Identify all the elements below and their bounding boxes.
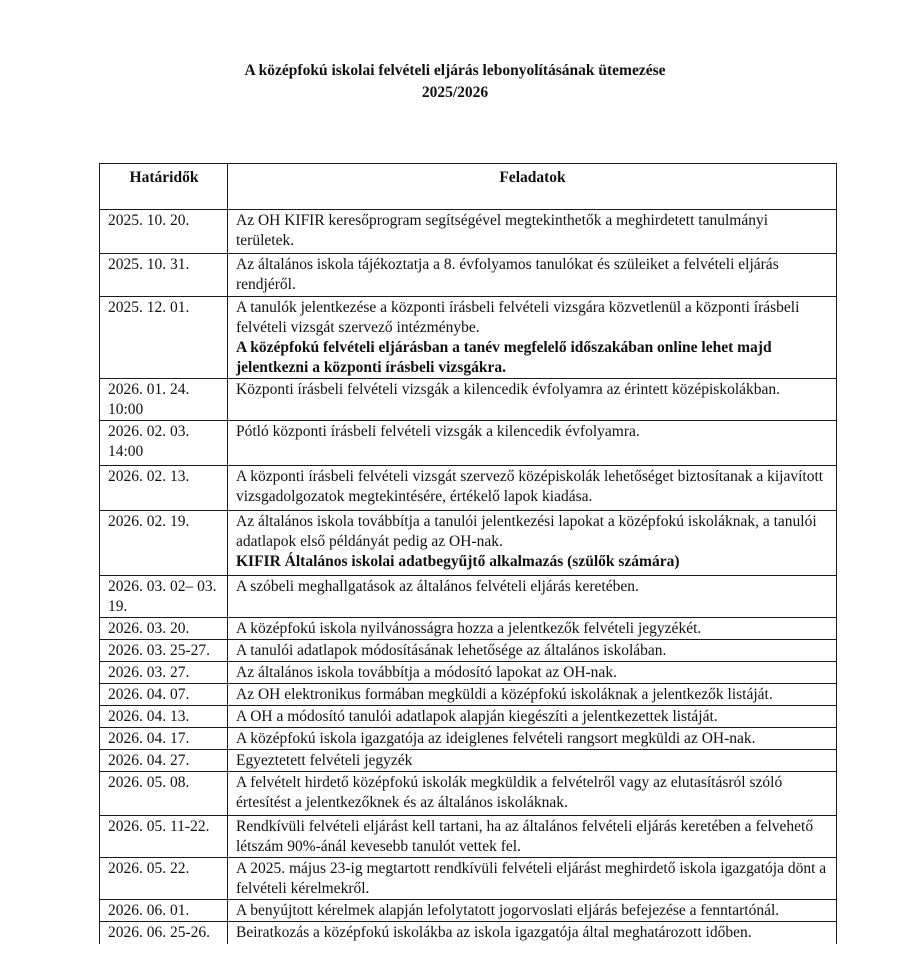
task-text: A szóbeli meghallgatások az általános felvételi eljárás keretében. bbox=[236, 578, 639, 595]
document-title-block bbox=[0, 60, 910, 104]
task-cell bbox=[228, 640, 837, 662]
deadline-cell: 2026. 04. 13. bbox=[100, 706, 228, 728]
task-text: A tanulók jelentkezése a központi írásbeli felvételi vizsgára közvetlenül a központi írásbeli felvételi vizsgát szervező intézménybe. bbox=[236, 299, 800, 336]
table-row bbox=[100, 640, 837, 662]
task-text: Az OH KIFIR keresőprogram segítségével megtekinthetők a meghirdetett tanulmányi területek. bbox=[236, 212, 769, 249]
deadline-cell: 2026. 02. 03. 14:00 bbox=[100, 421, 228, 466]
schedule-table bbox=[99, 163, 837, 944]
task-cell bbox=[228, 210, 837, 254]
header-deadlines: Határidők bbox=[100, 164, 228, 210]
document-title: A középfokú iskolai felvételi eljárás lebonyolításának ütemezése bbox=[244, 62, 666, 79]
task-text: Egyeztetett felvételi jegyzék bbox=[236, 752, 413, 769]
document-subtitle: 2025/2026 bbox=[421, 84, 489, 101]
table-row bbox=[100, 728, 837, 750]
deadline-cell: 2025. 10. 31. bbox=[100, 254, 228, 297]
table-row bbox=[100, 618, 837, 640]
task-text: A benyújtott kérelmek alapján lefolytatott jogorvoslati eljárás befejezése a fenntartónál. bbox=[236, 902, 780, 919]
task-text: Központi írásbeli felvételi vizsgák a kilencedik évfolyamra az érintett középiskolákban. bbox=[236, 381, 781, 398]
table-row bbox=[100, 900, 837, 922]
task-cell bbox=[228, 379, 837, 421]
deadline-cell: 2026. 06. 25-26. bbox=[100, 922, 228, 944]
table-body bbox=[100, 210, 837, 944]
task-note-bold: A középfokú felvételi eljárásban a tanév megfelelő időszakában online lehet majd jelentkezni a központi írásbeli vizsgákra. bbox=[236, 339, 772, 376]
task-text: A 2025. május 23-ig megtartott rendkívüli felvételi eljárást meghirdető iskola igazgatója dönt a felvételi kérelmekről. bbox=[236, 860, 827, 897]
task-cell bbox=[228, 922, 837, 944]
task-cell bbox=[228, 466, 837, 511]
task-note-bold: KIFIR Általános iskolai adatbegyűjtő alkalmazás (szülők számára) bbox=[236, 553, 680, 570]
task-text: Az általános iskola továbbítja a módosító lapokat az OH-nak. bbox=[236, 664, 617, 681]
table-row bbox=[100, 466, 837, 511]
task-cell bbox=[228, 254, 837, 297]
header-tasks: Feladatok bbox=[228, 164, 837, 210]
task-cell bbox=[228, 858, 837, 900]
task-cell bbox=[228, 728, 837, 750]
task-text: A középfokú iskola igazgatója az ideiglenes felvételi rangsort megküldi az OH-nak. bbox=[236, 730, 756, 747]
table-row bbox=[100, 706, 837, 728]
task-cell bbox=[228, 421, 837, 466]
table-row bbox=[100, 210, 837, 254]
deadline-cell: 2026. 03. 25-27. bbox=[100, 640, 228, 662]
deadline-cell: 2025. 12. 01. bbox=[100, 297, 228, 379]
deadline-cell: 2026. 06. 01. bbox=[100, 900, 228, 922]
task-text: Pótló központi írásbeli felvételi vizsgák a kilencedik évfolyamra. bbox=[236, 423, 640, 440]
task-cell bbox=[228, 684, 837, 706]
table-row bbox=[100, 772, 837, 816]
table-row bbox=[100, 750, 837, 772]
task-cell bbox=[228, 662, 837, 684]
task-cell bbox=[228, 706, 837, 728]
deadline-cell: 2026. 03. 20. bbox=[100, 618, 228, 640]
deadline-cell: 2026. 04. 07. bbox=[100, 684, 228, 706]
table-row bbox=[100, 511, 837, 576]
table-row bbox=[100, 379, 837, 421]
table-row bbox=[100, 922, 837, 944]
task-text: A középfokú iskola nyilvánosságra hozza a jelentkezők felvételi jegyzékét. bbox=[236, 620, 702, 637]
task-text: Beiratkozás a középfokú iskolákba az iskola igazgatója által meghatározott időben. bbox=[236, 924, 752, 941]
task-cell bbox=[228, 618, 837, 640]
task-text: A OH a módosító tanulói adatlapok alapján kiegészíti a jelentkezettek listáját. bbox=[236, 708, 718, 725]
deadline-cell: 2026. 05. 11-22. bbox=[100, 816, 228, 858]
task-cell bbox=[228, 576, 837, 618]
table-row bbox=[100, 576, 837, 618]
table-row bbox=[100, 421, 837, 466]
deadline-cell: 2026. 04. 17. bbox=[100, 728, 228, 750]
table-header-row bbox=[100, 164, 837, 210]
task-cell bbox=[228, 511, 837, 576]
deadline-cell: 2026. 05. 08. bbox=[100, 772, 228, 816]
task-cell bbox=[228, 900, 837, 922]
deadline-cell: 2026. 03. 02– 03. 19. bbox=[100, 576, 228, 618]
deadline-cell: 2026. 03. 27. bbox=[100, 662, 228, 684]
table-row bbox=[100, 297, 837, 379]
deadline-cell: 2026. 05. 22. bbox=[100, 858, 228, 900]
task-cell bbox=[228, 816, 837, 858]
deadline-cell: 2026. 02. 13. bbox=[100, 466, 228, 511]
deadline-cell: 2026. 04. 27. bbox=[100, 750, 228, 772]
deadline-cell: 2026. 01. 24. 10:00 bbox=[100, 379, 228, 421]
task-text: A felvételt hirdető középfokú iskolák megküldik a felvételről vagy az elutasításról szóló értesítést a jelentkezőknek és az általános iskoláknak. bbox=[236, 774, 783, 811]
task-cell bbox=[228, 772, 837, 816]
task-cell bbox=[228, 297, 837, 379]
task-text: A központi írásbeli felvételi vizsgát szervező középiskolák lehetőséget biztosítanak a kijavított vizsgadolgozatok megtekintésére, értékelő lapok kiadása. bbox=[236, 468, 824, 505]
task-text: Az általános iskola továbbítja a tanulói jelentkezési lapokat a középfokú iskoláknak, a tanulói adatlapok első példányát pedig az OH-nak. bbox=[236, 513, 817, 550]
task-text: A tanulói adatlapok módosításának lehetősége az általános iskolában. bbox=[236, 642, 667, 659]
table-row bbox=[100, 254, 837, 297]
task-text: Az OH elektronikus formában megküldi a középfokú iskoláknak a jelentkezők listáját. bbox=[236, 686, 773, 703]
table-row bbox=[100, 662, 837, 684]
task-cell bbox=[228, 750, 837, 772]
table-row bbox=[100, 684, 837, 706]
task-text: Rendkívüli felvételi eljárást kell tartani, ha az általános felvételi eljárás keretében a felvehető létszám 90%-ánál kevesebb tanulót vettek fel. bbox=[236, 818, 814, 855]
table-row bbox=[100, 816, 837, 858]
deadline-cell: 2026. 02. 19. bbox=[100, 511, 228, 576]
deadline-cell: 2025. 10. 20. bbox=[100, 210, 228, 254]
table-row bbox=[100, 858, 837, 900]
task-text: Az általános iskola tájékoztatja a 8. évfolyamos tanulókat és szüleiket a felvételi eljárás rendjéről. bbox=[236, 256, 779, 293]
